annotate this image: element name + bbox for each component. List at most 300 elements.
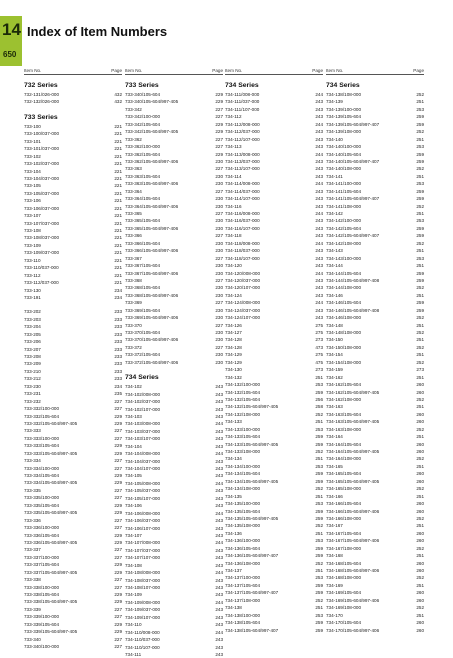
- index-entry: [125, 336, 223, 343]
- item-number: 734-102/008-000: [125, 391, 160, 397]
- index-entry: [125, 158, 223, 165]
- index-entry: [326, 240, 424, 247]
- item-number: 734-139/105-604: [326, 114, 361, 120]
- index-entry: [125, 247, 223, 254]
- index-entry: [24, 294, 122, 301]
- index-entry: [24, 323, 122, 330]
- index-entry: [125, 128, 223, 135]
- index-entry: [225, 552, 323, 559]
- item-number: 734-134/105-604/997-405: [225, 478, 279, 484]
- index-entry: [125, 428, 223, 435]
- page-ref: 230: [215, 181, 223, 187]
- page-ref: 259: [315, 441, 323, 447]
- index-entry: [125, 569, 223, 576]
- item-number: 734-168: [326, 553, 343, 559]
- item-number: 734-169/105-604: [326, 590, 361, 596]
- page-ref: 251: [416, 352, 424, 358]
- page-ref: 221: [114, 250, 122, 256]
- index-entry: [225, 225, 323, 232]
- index-entry: [326, 188, 424, 195]
- index-entry: [225, 463, 323, 470]
- index-entry: [24, 524, 122, 531]
- page-ref: 227: [114, 636, 122, 642]
- index-entry: [125, 240, 223, 247]
- item-number: 734-170: [326, 612, 343, 618]
- index-entry: [125, 151, 223, 158]
- index-entry: [225, 336, 323, 343]
- index-entry: [326, 284, 424, 291]
- page-ref: 253: [416, 218, 424, 224]
- column-header: [225, 66, 323, 75]
- index-entry: [125, 136, 223, 143]
- page-ref: 253: [315, 382, 323, 388]
- page-ref: 227: [114, 547, 122, 553]
- item-number: 733-366/105-604: [125, 240, 160, 246]
- page-ref: 233: [114, 354, 122, 359]
- item-number: 734-143: [326, 248, 343, 254]
- item-number: 734-141/100-000: [326, 181, 361, 187]
- page-ref: 252: [416, 285, 424, 291]
- item-number: 733-337: [24, 547, 41, 553]
- index-entry: [225, 433, 323, 440]
- index-entry: [326, 344, 424, 351]
- item-number: 733-367/105-604/997-406: [125, 270, 179, 276]
- index-entry: [326, 173, 424, 180]
- index-entry: [24, 168, 122, 175]
- index-entry: [326, 91, 424, 98]
- index-entry: [24, 457, 122, 464]
- page-ref: 260: [416, 508, 424, 514]
- page-ref: 243: [315, 218, 323, 224]
- page-ref: 252: [416, 515, 424, 521]
- page-ref: 432: [114, 99, 122, 105]
- index-entry: [225, 522, 323, 529]
- page-ref: 221: [114, 265, 122, 271]
- item-number: 734-106/008-000: [125, 510, 160, 516]
- item-no-header: Item No.: [225, 68, 243, 73]
- index-entry: [24, 643, 122, 650]
- index-entry: [326, 500, 424, 507]
- page-ref: 243: [215, 532, 223, 538]
- item-number: 733-337/105-604: [24, 562, 59, 568]
- item-number: 733-367: [125, 255, 142, 261]
- page-ref: 259: [315, 508, 323, 514]
- item-number: 734-137/105-604/997-407: [225, 590, 279, 596]
- item-number: 734-137/105-604: [225, 582, 260, 588]
- item-number: 734-162/108-000: [326, 396, 361, 402]
- item-number: 733-335/100-000: [24, 495, 59, 501]
- item-number: 734-162/105-604: [326, 382, 361, 388]
- page-ref: 243: [315, 114, 323, 120]
- series-heading: 734 Series: [326, 82, 360, 89]
- page-ref: 252: [416, 92, 424, 97]
- index-entry: [125, 359, 223, 366]
- index-entry: [24, 576, 122, 583]
- page-ref: 227: [215, 277, 223, 283]
- page-ref: 233: [114, 331, 122, 337]
- page-ref: 243: [315, 188, 323, 194]
- page-ref: 227: [114, 614, 122, 620]
- index-entry: [24, 613, 122, 620]
- index-entry: [326, 277, 424, 284]
- item-number: 733-109: [24, 242, 41, 248]
- index-entry: [225, 188, 323, 195]
- page-ref: 259: [315, 590, 323, 596]
- item-number: 734-124/008-000: [225, 300, 260, 306]
- page-ref: 229: [114, 480, 122, 486]
- page-ref: 243: [315, 307, 323, 313]
- page-ref: 243: [215, 458, 223, 464]
- index-entry: [24, 316, 122, 323]
- item-number: 734-169/108-000: [326, 605, 361, 611]
- item-number: 733-110: [24, 257, 41, 263]
- item-number: 733-102/037-000: [24, 161, 59, 167]
- index-entry: [24, 346, 122, 353]
- item-number: 733-340/100-000: [24, 644, 59, 650]
- index-entry: [326, 351, 424, 358]
- index-entry: [326, 98, 424, 105]
- index-entry: [125, 636, 223, 643]
- index-entry: [24, 98, 122, 105]
- item-number: 734-164/108-000: [326, 456, 361, 462]
- page-ref: 243: [315, 277, 323, 283]
- index-entry: [225, 262, 323, 269]
- index-entry: [225, 448, 323, 455]
- index-entry: [24, 561, 122, 568]
- index-entry: [225, 113, 323, 120]
- page-ref: 227: [114, 554, 122, 560]
- page-ref: 243: [315, 263, 323, 269]
- page-ref: 259: [416, 270, 424, 276]
- page-ref: 251: [315, 419, 323, 425]
- item-number: 734-111/037-000: [225, 99, 260, 105]
- item-number: 733-366: [125, 233, 142, 239]
- item-number: 734-116/107-000: [225, 225, 260, 231]
- page-ref: 243: [215, 495, 223, 501]
- page-ref: 221: [114, 280, 122, 286]
- page-ref: 243: [315, 203, 323, 209]
- item-number: 733-332/105-604: [24, 413, 59, 419]
- item-number: 734-112/107-000: [225, 136, 260, 142]
- page-ref: 243: [215, 443, 223, 449]
- page-ref: 235: [114, 391, 122, 397]
- page-ref: 253: [416, 144, 424, 150]
- item-number: 734-120/037-000: [225, 277, 260, 283]
- page-ref: 253: [315, 426, 323, 432]
- item-number: 733-333/100-000: [24, 435, 59, 441]
- page-ref: 227: [215, 233, 223, 239]
- page-ref: 252: [416, 396, 424, 402]
- index-entry: [326, 217, 424, 224]
- item-number: 733-338: [24, 577, 41, 583]
- item-number: 733-337/105-604/997-405: [24, 569, 78, 575]
- item-number: 734-146: [326, 292, 343, 298]
- item-number: 733-372: [125, 344, 142, 350]
- page-ref: 260: [416, 627, 424, 633]
- item-number: 734-169: [326, 582, 343, 588]
- index-entry: [24, 606, 122, 613]
- page-ref: 221: [114, 190, 122, 196]
- item-number: 733-335/105-604/997-405: [24, 510, 78, 516]
- page-ref: 243: [215, 607, 223, 613]
- index-entry: [326, 522, 424, 529]
- page-ref: 221: [114, 213, 122, 219]
- item-number: 734-109: [125, 592, 142, 598]
- page-ref: 227: [114, 398, 122, 404]
- page-ref: 259: [315, 389, 323, 395]
- item-number: 734-166/105-604: [326, 501, 361, 507]
- page-ref: 229: [114, 443, 122, 449]
- page-ref: 259: [416, 307, 424, 313]
- index-entry: [125, 472, 223, 479]
- index-entry: [24, 91, 122, 98]
- page-ref: 227: [215, 344, 223, 350]
- index-entry: [125, 121, 223, 128]
- item-number: 733-101/037-000: [24, 146, 59, 152]
- index-entry: [225, 396, 323, 403]
- page-ref: 251: [416, 337, 424, 343]
- page-ref: 251: [416, 99, 424, 105]
- index-entry: [24, 621, 122, 628]
- index-entry: [125, 554, 223, 561]
- item-number: 733-364/105-604: [125, 196, 160, 202]
- item-number: 733-367/105-604: [125, 263, 160, 269]
- page-ref: 234: [114, 383, 122, 389]
- item-number: 733-339/100-000: [24, 614, 59, 620]
- index-entry: [225, 158, 323, 165]
- page-ref: 251: [416, 211, 424, 216]
- item-number: 734-102/107-000: [125, 406, 160, 412]
- index-entry: [326, 485, 424, 492]
- page-ref: 221: [114, 257, 122, 263]
- chapter-tab: [0, 16, 22, 66]
- item-number: 733-104/037-000: [24, 175, 59, 181]
- series-heading: 734 Series: [225, 82, 259, 89]
- index-entry: [326, 619, 424, 626]
- index-entry: [225, 217, 323, 224]
- page-ref: 221: [114, 205, 122, 211]
- item-number: 734-120: [225, 263, 242, 269]
- page-ref: 227: [215, 136, 223, 142]
- index-entry: [225, 485, 323, 492]
- page-ref: 260: [416, 590, 424, 596]
- item-number: 734-108/037-000: [125, 577, 160, 583]
- page-ref: 234: [114, 294, 122, 300]
- index-entry: [125, 255, 223, 262]
- page-ref: 251: [416, 263, 424, 269]
- page-ref: 221: [114, 220, 122, 226]
- series-heading: 732 Series: [24, 82, 58, 89]
- page-ref: 473: [315, 344, 323, 350]
- index-entry: [225, 478, 323, 485]
- item-number: 734-128: [225, 337, 242, 343]
- index-entry: [24, 598, 122, 605]
- page-ref: 227: [114, 487, 122, 493]
- item-number: 734-146/105-604: [326, 300, 361, 306]
- index-entry: [326, 567, 424, 574]
- index-entry: [225, 128, 323, 135]
- item-number: 734-139/108-000: [326, 129, 361, 135]
- page-ref: 221: [114, 242, 122, 248]
- page-ref: 243: [215, 384, 223, 390]
- page-ref: 252: [315, 523, 323, 529]
- index-entry: [326, 426, 424, 433]
- index-entry: [326, 128, 424, 135]
- page-ref: 233: [114, 361, 122, 367]
- index-entry: [125, 450, 223, 457]
- item-number: 734-163: [326, 404, 343, 410]
- index-entry: [225, 299, 323, 306]
- page-ref: 221: [114, 272, 122, 278]
- page-ref: 221: [114, 131, 122, 137]
- index-entry: [24, 153, 122, 160]
- column-header: [125, 66, 223, 75]
- page-ref: 233: [114, 376, 122, 382]
- page-ref: 227: [215, 106, 223, 112]
- item-number: 733-340: [24, 636, 41, 642]
- page-header: Page: [212, 68, 223, 73]
- item-number: 733-232: [24, 398, 41, 404]
- index-entry: [225, 255, 323, 262]
- item-number: 734-136/105-604/997-407: [225, 553, 279, 559]
- index-entry: [326, 106, 424, 113]
- page-ref: 252: [416, 330, 424, 335]
- item-number: 734-113/037-000: [225, 158, 260, 164]
- index-entry: [24, 123, 122, 130]
- item-number: 734-167/108-000: [326, 545, 361, 551]
- index-entry: [225, 567, 323, 574]
- index-entry: [24, 220, 122, 227]
- page-ref: 227: [215, 211, 223, 216]
- item-number: 733-210: [24, 368, 41, 374]
- index-entry: [326, 113, 424, 120]
- item-number: 733-364: [125, 188, 142, 194]
- index-entry: [24, 145, 122, 152]
- page-ref: 243: [215, 562, 223, 568]
- item-number: 734-162: [326, 374, 343, 380]
- index-column-1: [24, 66, 122, 650]
- page-ref: 273: [416, 367, 424, 373]
- index-entry: [225, 136, 323, 143]
- page-ref: 230: [215, 352, 223, 358]
- page-ref: 227: [215, 144, 223, 150]
- item-number: 733-230: [24, 383, 41, 389]
- item-number: 733-105: [24, 183, 41, 189]
- item-number: 734-165: [326, 463, 343, 469]
- item-number: 734-164/105-604: [326, 441, 361, 447]
- page-ref: 275: [315, 352, 323, 358]
- index-entry: [225, 203, 323, 210]
- series-heading: 734 Series: [125, 374, 159, 382]
- index-entry: [225, 91, 323, 98]
- index-entry: [125, 532, 223, 539]
- item-no-header: Item No.: [326, 68, 344, 73]
- item-number: 733-365/105-604/997-406: [125, 225, 179, 231]
- item-number: 734-142/105-604/997-407: [326, 233, 380, 239]
- page-ref: 243: [315, 106, 323, 112]
- index-column-2: [125, 66, 223, 657]
- index-entry: [326, 627, 424, 634]
- page-ref: 244: [215, 599, 223, 605]
- index-entry: [125, 143, 223, 150]
- index-entry: [326, 366, 424, 373]
- item-number: 734-118/037-000: [225, 248, 260, 254]
- page-ref: 227: [215, 300, 223, 306]
- page-ref: 251: [416, 434, 424, 440]
- index-entry: [225, 151, 323, 158]
- page-ref: 253: [315, 538, 323, 544]
- item-number: 734-148/108-000: [326, 330, 361, 335]
- item-number: 733-105/037-000: [24, 190, 59, 196]
- page-ref: 243: [215, 466, 223, 471]
- index-entry: [125, 562, 223, 569]
- page-ref: 230: [215, 359, 223, 365]
- index-entry: [24, 465, 122, 472]
- index-entry: [125, 383, 223, 390]
- page-ref: 230: [215, 248, 223, 254]
- item-number: 733-336: [24, 517, 41, 523]
- page-ref: 251: [416, 553, 424, 559]
- item-number: 734-132/105-604: [225, 389, 260, 395]
- item-number: 734-109/008-000: [125, 599, 160, 605]
- index-entry: [225, 604, 323, 611]
- index-entry: [24, 360, 122, 367]
- index-entry: [326, 537, 424, 544]
- item-number: 734-138/108-000: [326, 92, 361, 97]
- index-entry: [326, 493, 424, 500]
- index-entry: [225, 98, 323, 105]
- page-ref: 243: [215, 503, 223, 509]
- index-entry: [125, 292, 223, 299]
- item-number: 734-162/105-604/997-405: [326, 389, 380, 395]
- page-ref: 221: [114, 123, 122, 129]
- page-ref: 260: [416, 449, 424, 454]
- index-entry: [24, 234, 122, 241]
- index-entry: [24, 272, 122, 279]
- index-entry: [125, 406, 223, 413]
- item-number: 733-333/105-604: [24, 443, 59, 449]
- index-entry: [125, 277, 223, 284]
- item-number: 734-127: [225, 330, 242, 335]
- item-number: 734-135/108-000: [225, 523, 260, 529]
- index-entry: [225, 143, 323, 150]
- index-entry: [24, 279, 122, 286]
- page-ref: 243: [315, 248, 323, 254]
- index-entry: [125, 413, 223, 420]
- item-number: 734-135/105-604/997-405: [225, 515, 279, 521]
- index-entry: [24, 502, 122, 509]
- item-number: 734-129: [225, 352, 242, 358]
- page-ref: 253: [315, 463, 323, 469]
- index-entry: [326, 508, 424, 515]
- item-number: 734-165/105-604: [326, 471, 361, 477]
- page-ref: 259: [315, 471, 323, 477]
- index-entry: [326, 210, 424, 217]
- index-entry: [24, 435, 122, 442]
- item-number: 733-370: [125, 322, 142, 328]
- page-ref: 244: [315, 121, 323, 127]
- item-number: 734-154: [326, 352, 343, 358]
- item-number: 733-340/105-604: [125, 92, 160, 97]
- item-number: 734-133/108-000: [225, 449, 260, 454]
- item-number: 734-118/008-000: [225, 240, 260, 246]
- index-entry: [125, 307, 223, 314]
- item-number: 734-112: [225, 114, 242, 120]
- page-ref: 221: [114, 183, 122, 189]
- item-number: 734-150/108-000: [326, 344, 361, 350]
- page-ref: 251: [416, 136, 424, 142]
- item-number: 734-129: [225, 359, 242, 365]
